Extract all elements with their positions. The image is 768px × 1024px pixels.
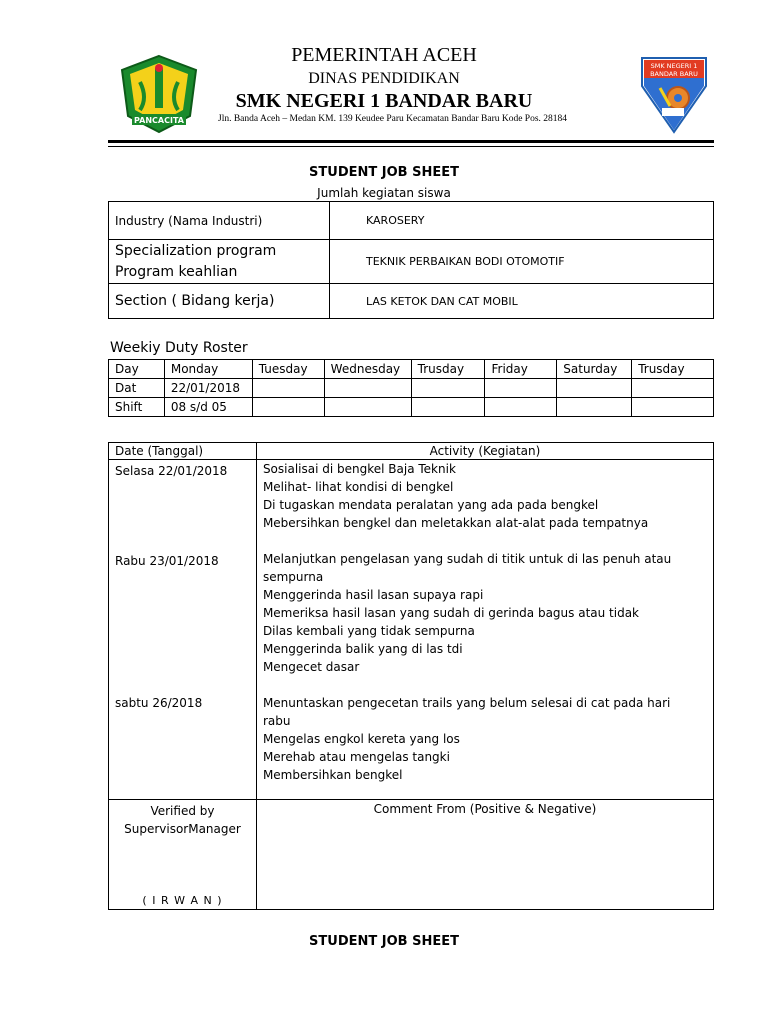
- activity-table: [108, 442, 714, 910]
- activity-line: Menggerinda balik yang di las tdi: [262, 642, 463, 656]
- activity-date: Rabu 23/01/2018: [115, 554, 219, 568]
- section-label: Section ( Bidang kerja): [109, 284, 330, 319]
- verification-cell: [109, 800, 257, 910]
- roster-cell: Friday: [485, 360, 557, 379]
- comment-cell: Comment From (Positive & Negative): [256, 800, 713, 910]
- roster-cell: [252, 398, 324, 417]
- industry-label: Industry (Nama Industri): [109, 202, 330, 240]
- activity-date: sabtu 26/2018: [115, 696, 203, 710]
- roster-row-day: [109, 360, 714, 379]
- roster-cell: [324, 398, 411, 417]
- roster-cell: Trusday: [632, 360, 714, 379]
- activity-entries: [256, 460, 713, 800]
- government-name: PEMERINTAH ACEH: [291, 44, 477, 66]
- specialization-label: [109, 240, 330, 284]
- specialization-label-en: Specialization program: [115, 242, 277, 259]
- roster-cell: Shift: [109, 398, 165, 417]
- verification-row: [109, 800, 714, 910]
- date-column-header: Date (Tanggal): [109, 443, 257, 460]
- info-row-industry: [109, 202, 714, 240]
- verified-by-label: Verified by: [150, 804, 215, 818]
- document-subtitle: Jumlah kegiatan siswa: [317, 186, 451, 200]
- activity-line: Menuntaskan pengecetan trails yang belum selesai di cat pada hari: [262, 696, 671, 710]
- roster-cell: Dat: [109, 379, 165, 398]
- roster-cell: [411, 398, 485, 417]
- right-logo-text-2: BANDAR BARU: [650, 70, 698, 78]
- activity-spacer: [263, 676, 707, 694]
- info-row-section: [109, 284, 714, 319]
- roster-cell: Monday: [164, 360, 252, 379]
- document-title: STUDENT JOB SHEET: [309, 165, 459, 180]
- roster-cell: [632, 379, 714, 398]
- activity-header-row: [109, 443, 714, 460]
- industry-info-table: [108, 201, 714, 319]
- activity-column-header: Activity (Kegiatan): [256, 443, 713, 460]
- roster-cell: [252, 379, 324, 398]
- roster-cell: 22/01/2018: [164, 379, 252, 398]
- roster-cell: [485, 398, 557, 417]
- activity-line: Dilas kembali yang tidak sempurna: [262, 624, 475, 638]
- activity-body-row: [109, 460, 714, 800]
- activity-line: Merehab atau mengelas tangki: [262, 750, 450, 764]
- roster-cell: Day: [109, 360, 165, 379]
- roster-cell: Saturday: [557, 360, 632, 379]
- duty-roster-table: [108, 359, 714, 417]
- roster-cell: [632, 398, 714, 417]
- activity-line: Membersihkan bengkel: [262, 768, 403, 782]
- roster-cell: 08 s/d 05: [164, 398, 252, 417]
- industry-value: KAROSERY: [330, 202, 714, 240]
- roster-cell: [485, 379, 557, 398]
- info-row-specialization: [109, 240, 714, 284]
- school-name: SMK NEGERI 1 BANDAR BARU: [235, 90, 533, 112]
- activity-line: Melanjutkan pengelasan yang sudah di titik untuk di las penuh atau: [262, 552, 672, 566]
- roster-row-shift: [109, 398, 714, 417]
- activity-line: Mengelas engkol kereta yang los: [262, 732, 460, 746]
- roster-cell: [324, 379, 411, 398]
- activity-date: Selasa 22/01/2018: [115, 464, 228, 478]
- header-rule-thin: [108, 146, 714, 147]
- header-rule-thick: [108, 140, 714, 143]
- specialization-value: TEKNIK PERBAIKAN BODI OTOMOTIF: [330, 240, 714, 284]
- footer-title: STUDENT JOB SHEET: [309, 934, 459, 949]
- activity-line: Melihat- lihat kondisi di bengkel: [262, 480, 454, 494]
- signer-name: ( I R W A N ): [142, 894, 223, 907]
- school-address: Jln. Banda Aceh – Medan KM. 139 Keudee Paru Kecamatan Bandar Baru Kode Pos. 28184: [218, 114, 568, 124]
- activity-line: Di tugaskan mendata peralatan yang ada pada bengkel: [262, 498, 599, 512]
- activity-line: Mebersihkan bengkel dan meletakkan alat-alat pada tempatnya: [262, 516, 649, 530]
- activity-line: Menggerinda hasil lasan supaya rapi: [262, 588, 484, 602]
- roster-row-date: [109, 379, 714, 398]
- supervisor-label: SupervisorManager: [124, 822, 241, 836]
- activity-line: sempurna: [262, 570, 324, 584]
- specialization-label-id: Program keahlian: [115, 263, 238, 280]
- activity-line: Sosialisai di bengkel Baja Teknik: [262, 462, 456, 476]
- smk-logo: [640, 56, 708, 134]
- roster-cell: Wednesday: [324, 360, 411, 379]
- activity-line: Mengecet dasar: [262, 660, 360, 674]
- department-name: DINAS PENDIDIKAN: [308, 70, 460, 87]
- roster-cell: [557, 398, 632, 417]
- right-logo-text-1: SMK NEGERI 1: [650, 62, 698, 70]
- left-logo-text: PANCACITA: [134, 116, 184, 125]
- roster-cell: Tuesday: [252, 360, 324, 379]
- activity-spacer: [263, 532, 707, 550]
- section-value: LAS KETOK DAN CAT MOBIL: [330, 284, 714, 319]
- roster-cell: [557, 379, 632, 398]
- roster-cell: [411, 379, 485, 398]
- activity-line: Memeriksa hasil lasan yang sudah di gerinda bagus atau tidak: [262, 606, 640, 620]
- roster-label: Weekiy Duty Roster: [110, 340, 248, 356]
- roster-cell: Trusday: [411, 360, 485, 379]
- activity-dates: [109, 460, 257, 800]
- activity-line: rabu: [262, 714, 291, 728]
